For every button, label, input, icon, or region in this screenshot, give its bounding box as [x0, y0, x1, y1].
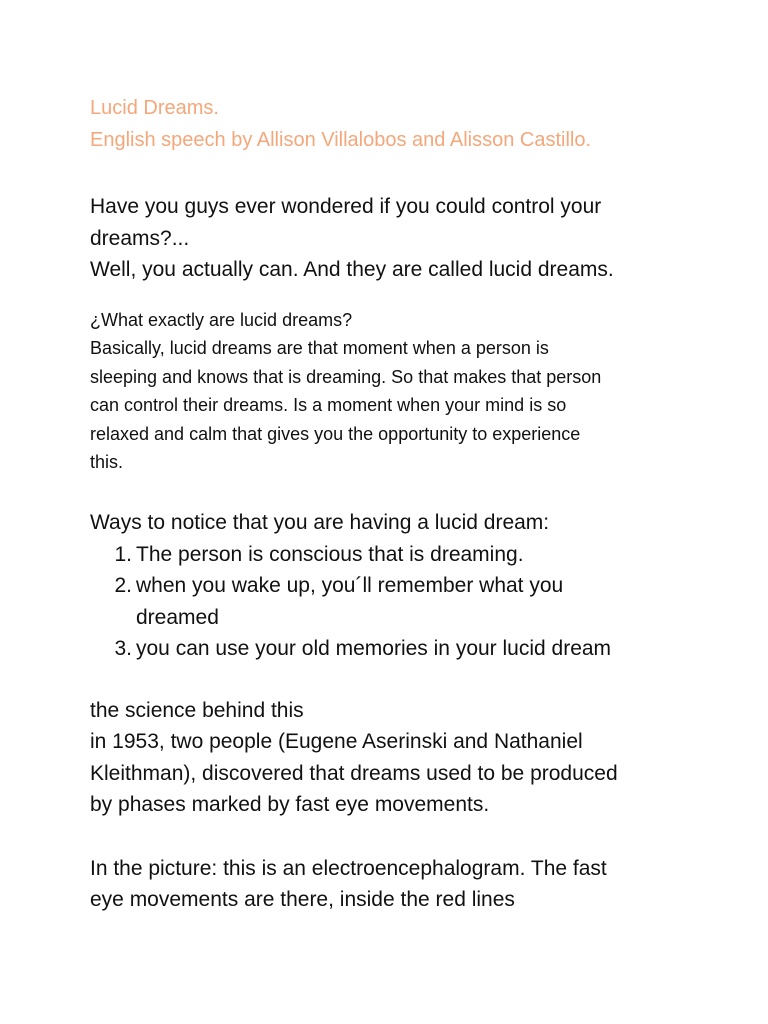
list-item-text: The person is conscious that is dreaming.: [136, 542, 524, 566]
list-item: [90, 570, 700, 633]
list-item: [90, 633, 700, 665]
list-item-number: 1.: [114, 542, 132, 566]
title-line: Lucid Dreams.: [90, 97, 219, 119]
picture-line: In the picture: this is an electroencephalogram. The fast: [90, 856, 607, 880]
ways-heading: Ways to notice that you are having a lucid dream:: [90, 511, 550, 535]
definition-line: relaxed and calm that gives you the opportunity to experience: [90, 423, 581, 444]
subtitle-line: English speech by Allison Villalobos and Alisson Castillo.: [90, 129, 592, 151]
definition-line: can control their dreams. Is a moment when your mind is so: [90, 395, 567, 416]
intro-line: dreams?...: [90, 226, 190, 250]
definition-section: [90, 306, 700, 478]
question-heading: ¿What exactly are lucid dreams?: [90, 309, 353, 330]
picture-paragraph: [90, 853, 700, 916]
science-line: Kleithman), discovered that dreams used to be produced: [90, 761, 618, 785]
science-section: [90, 695, 700, 821]
list-item-text: when you wake up, you´ll remember what you: [136, 574, 564, 598]
science-heading: the science behind this: [90, 698, 304, 722]
intro-line: Have you guys ever wondered if you could control your: [90, 195, 602, 218]
list-item-number: 2.: [114, 574, 132, 598]
intro-paragraph: [90, 191, 700, 286]
document-title: [90, 92, 700, 156]
definition-line: this.: [90, 452, 124, 473]
science-line: in 1953, two people (Eugene Aserinski and Nathaniel: [90, 730, 583, 754]
ways-list: [90, 539, 700, 665]
list-item: [90, 539, 700, 571]
list-item-text: you can use your old memories in your lucid dream: [136, 637, 612, 661]
picture-line: eye movements are there, inside the red lines: [90, 888, 515, 912]
document-page: [90, 92, 700, 916]
science-line: by phases marked by fast eye movements.: [90, 793, 490, 817]
definition-line: sleeping and knows that is dreaming. So that makes that person: [90, 366, 602, 387]
intro-line: Well, you actually can. And they are called lucid dreams.: [90, 258, 614, 281]
definition-line: Basically, lucid dreams are that moment when a person is: [90, 338, 549, 359]
list-item-number: 3.: [114, 637, 132, 661]
list-item-text: dreamed: [136, 605, 219, 629]
